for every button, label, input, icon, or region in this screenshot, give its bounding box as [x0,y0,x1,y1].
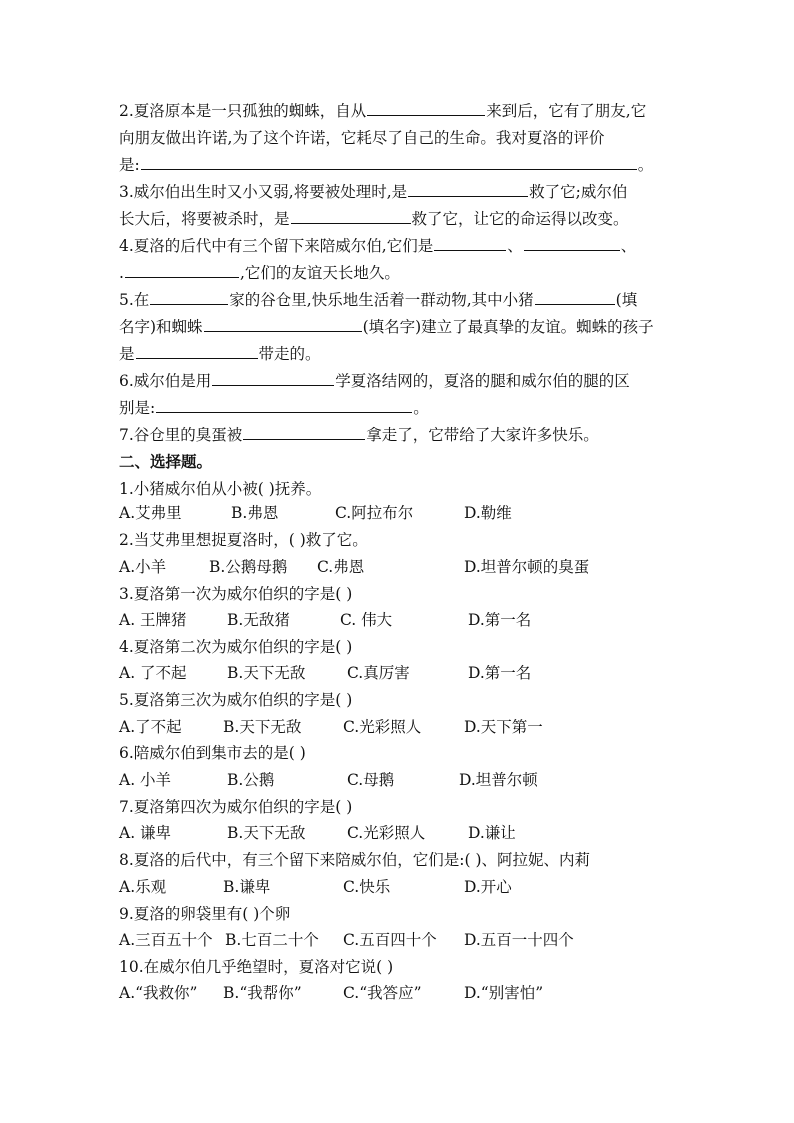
choice-section-heading: 二、选择题。 [119,452,213,471]
q3-text: 3.威尔伯出生时又小又弱,将要被处理时,是 [119,183,408,201]
option-d[interactable]: D.五百一十四个 [464,931,574,949]
option-a[interactable]: A.了不起 [119,718,182,736]
option-b[interactable]: B.无敌猪 [227,611,290,629]
option-c[interactable]: C. 伟大 [340,611,393,629]
option-a[interactable]: A.乐观 [119,878,167,896]
q3-text: 救了它，让它的命运得以改变。 [411,210,629,228]
option-d[interactable]: D.坦普尔顿的臭蛋 [464,558,590,576]
q2-text: 2.夏洛原本是一只孤独的蜘蛛，自从 [119,102,367,120]
fill-q6-line1 [119,371,679,391]
option-c[interactable]: C.五百四十个 [343,931,437,949]
q3-text: 救了它;威尔伯 [529,183,628,201]
q2-text: 是: [119,156,140,174]
q5-text: 家的谷仓里,快乐地生活着一群动物,其中小猪 [229,291,534,309]
choice-q8-stem: 8.夏洛的后代中，有三个留下来陪威尔伯，它们是:( )、阿拉妮、内莉 [119,851,591,869]
choice-q4-stem: 4.夏洛第二次为威尔伯织的字是( ) [119,638,353,656]
option-c[interactable]: C.光彩照人 [343,718,422,736]
option-b[interactable]: B.公鹅母鹅 [209,558,288,576]
option-d[interactable]: D.第一名 [468,611,532,629]
q5-blank-4[interactable] [136,344,258,359]
q4-blank-2[interactable] [524,236,620,251]
q6-text: 。 [413,399,429,417]
choice-q5-stem: 5.夏洛第三次为威尔伯织的字是( ) [119,691,353,709]
q5-text: 是 [119,345,135,363]
q4-separator: 、 [507,237,523,255]
option-d[interactable]: D.坦普尔顿 [459,771,538,789]
q5-text: (填 [615,291,638,309]
option-c[interactable]: C.“我答应” [343,984,422,1002]
option-b[interactable]: B.天下无敌 [227,824,306,842]
q5-blank-1[interactable] [150,290,228,305]
q2-blank-2[interactable] [141,155,637,170]
choice-q9-stem: 9.夏洛的卵袋里有( )个卵 [119,905,291,923]
q6-blank-1[interactable] [212,371,334,386]
option-d[interactable]: D.“别害怕” [464,984,544,1002]
q5-blank-2[interactable] [535,290,615,305]
q6-text: 6.威尔伯是用 [119,372,212,390]
choice-q1-stem: 1.小猪威尔伯从小被( )抚养。 [119,480,322,498]
option-b[interactable]: B.弗恩 [231,504,279,522]
option-c[interactable]: C.真厉害 [347,664,410,682]
option-a[interactable]: A. 谦卑 [119,824,172,842]
option-a[interactable]: A. 王牌猪 [119,611,187,629]
q2-text: 。 [637,156,654,174]
q7-blank-1[interactable] [243,425,365,440]
fill-q2-line3 [119,155,679,175]
option-c[interactable]: C.弗恩 [317,558,365,576]
q3-text: 长大后，将要被杀时，是 [119,210,290,228]
fill-q2-line1 [119,101,679,121]
q5-text: 5.在 [119,291,150,309]
option-a[interactable]: A.“我救你” [119,984,198,1002]
choice-q6-stem: 6.陪威尔伯到集市去的是( ) [119,744,306,762]
option-d[interactable]: D.谦让 [468,824,516,842]
option-c[interactable]: C.快乐 [343,878,391,896]
q3-blank-1[interactable] [408,182,528,197]
option-d[interactable]: D.开心 [464,878,512,896]
q3-blank-2[interactable] [291,209,411,224]
option-b[interactable]: B.七百二十个 [225,931,319,949]
option-b[interactable]: B.公鹅 [227,771,275,789]
q6-blank-2[interactable] [156,398,412,413]
q5-text: 带走的。 [258,345,321,363]
q7-text: 7.谷仓里的臭蛋被 [119,426,243,444]
fill-q5-line1 [119,290,679,310]
option-b[interactable]: B.天下无敌 [223,718,302,736]
q4-separator: 、 [620,237,637,255]
q4-text: ,它们的友谊天长地久。 [239,264,400,282]
option-a[interactable]: A. 了不起 [119,664,187,682]
option-a[interactable]: A.小羊 [119,558,167,576]
option-d[interactable]: D.勒维 [464,504,512,522]
fill-q7-line1 [119,425,679,445]
fill-q5-line2 [119,317,679,337]
q6-text: 学夏洛结网的，夏洛的腿和威尔伯的腿的区 [335,372,630,390]
choice-q10-stem: 10.在威尔伯几乎绝望时，夏洛对它说( ) [119,958,394,976]
q5-text: 名字)和蜘蛛 [119,318,203,336]
fill-q5-line3 [119,344,679,364]
fill-q4-line2 [119,263,679,283]
q5-blank-3[interactable] [204,317,362,332]
q2-blank-1[interactable] [367,101,485,116]
option-b[interactable]: B.谦卑 [223,878,271,896]
choice-q7-stem: 7.夏洛第四次为威尔伯织的字是( ) [119,798,353,816]
q2-text: 向朋友做出许诺,为了这个许诺，它耗尽了自己的生命。我对夏洛的评价 [119,129,605,147]
fill-q4-line1 [119,236,679,256]
q4-text: 4.夏洛的后代中有三个留下来陪威尔伯,它们是 [119,237,434,255]
q4-text: . [119,264,124,282]
option-c[interactable]: C.光彩照人 [347,824,426,842]
option-a[interactable]: A.三百五十个 [119,931,213,949]
option-d[interactable]: D.第一名 [468,664,532,682]
option-c[interactable]: C.阿拉布尔 [335,504,414,522]
choice-q3-stem: 3.夏洛第一次为威尔伯织的字是( ) [119,585,353,603]
option-c[interactable]: C.母鹅 [347,771,395,789]
fill-q3-line2 [119,209,679,229]
q2-text: 来到后，它有了朋友,它 [486,102,647,120]
q5-text: (填名字)建立了最真挚的友谊。蜘蛛的孩子 [362,318,654,336]
q4-blank-1[interactable] [434,236,506,251]
q4-blank-3[interactable] [125,263,239,278]
option-a[interactable]: A.艾弗里 [119,504,182,522]
option-b[interactable]: B.天下无敌 [227,664,306,682]
fill-q3-line1 [119,182,679,202]
fill-q6-line2 [119,398,679,418]
q6-text: 别是: [119,399,156,417]
fill-q2-line2 [119,128,679,148]
option-d[interactable]: D.天下第一 [464,718,543,736]
choice-q2-stem: 2.当艾弗里想捉夏洛时，( )救了它。 [119,531,368,549]
q7-text: 拿走了，它带给了大家许多快乐。 [366,426,599,444]
option-a[interactable]: A. 小羊 [119,771,172,789]
option-b[interactable]: B.“我帮你” [223,984,302,1002]
